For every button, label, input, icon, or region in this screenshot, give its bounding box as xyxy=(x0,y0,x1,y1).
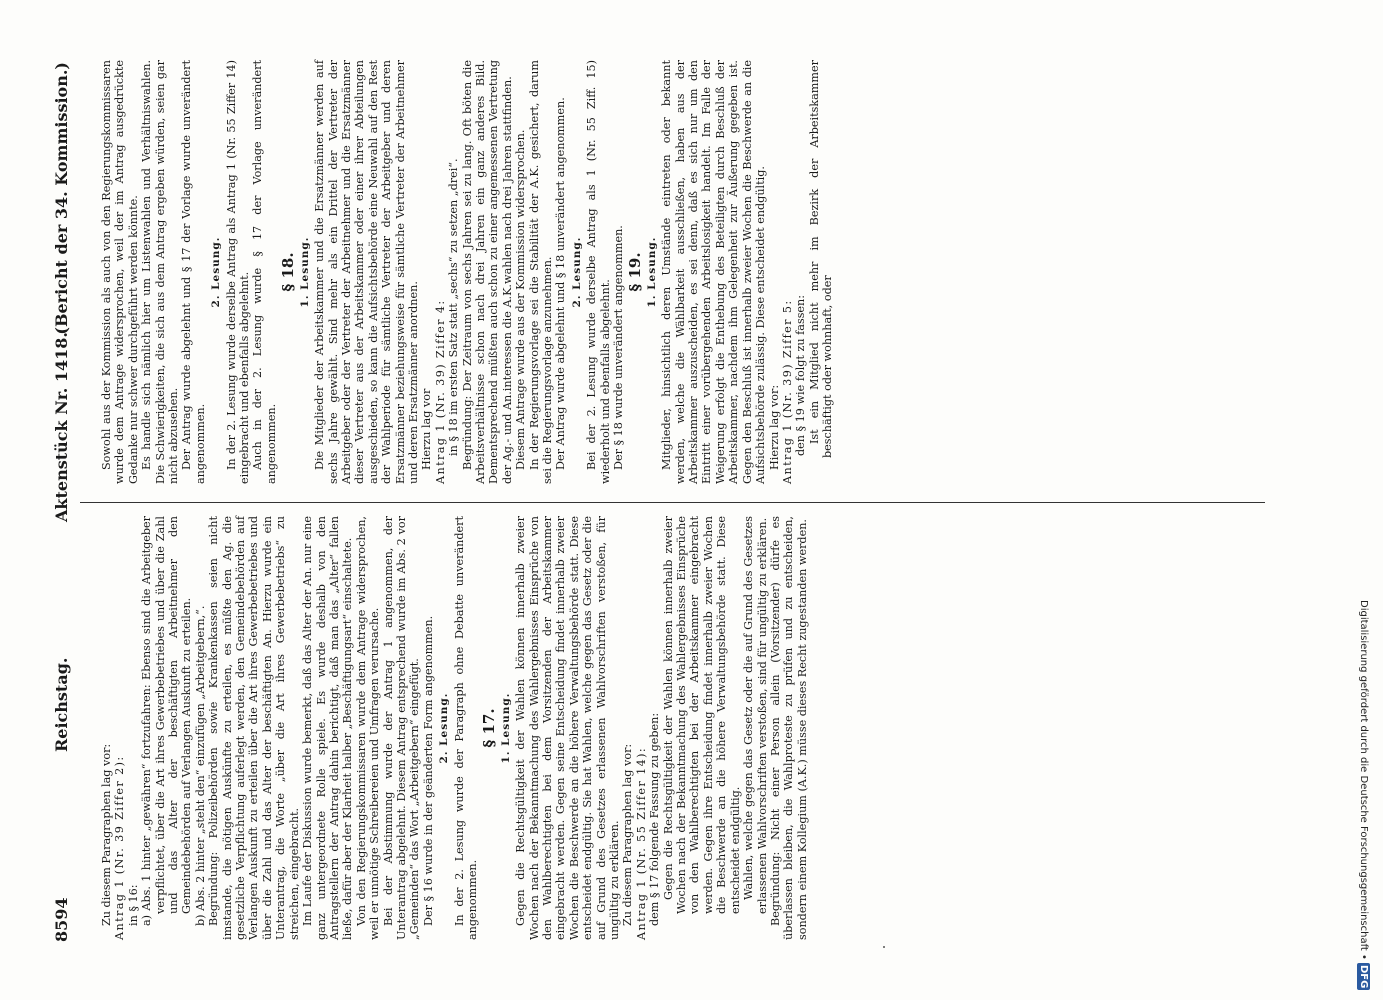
paragraph: Es handle sich nämlich hier um Listenwahlen und Verhältniswahlen. Die Schwierigkeiten, die sich aus dem Antrag ergeben würden, seien gar nicht abzusehen. xyxy=(140,60,181,484)
paragraph: Begründung: Nicht einer Person allein (Vorsitzender) dürfe es überlassen bleiben, die Wahlproteste zu prüfen und zu entscheiden, sondern einem Kollegium (A.K.) müsse dieses Recht zugestanden werden. xyxy=(768,516,809,940)
paragraph: Von den Regierungskommissaren wurde dem Antrage widersprochen, weil er unnötige Schreibereien und Umfragen verursache. xyxy=(354,516,382,940)
paragraph: In der 2. Lesung wurde der Paragraph ohne Debatte unverändert angenommen. xyxy=(452,516,479,940)
page-header xyxy=(52,62,80,942)
paragraph: den § 19 wie folgt zu fassen: xyxy=(794,294,808,456)
section-subheading: 1. Lesung. xyxy=(298,236,311,308)
section-heading: § 19. xyxy=(626,252,645,292)
section-heading: § 18. xyxy=(279,252,298,292)
paragraph: Bei der 2. Lesung wurde derselbe Antrag als 1 (Nr. 55 Ziff. 15) wiederholt und ebenfalls abgelehnt. xyxy=(585,60,612,484)
paragraph: Zu diesem Paragraphen lag vor: xyxy=(621,743,635,926)
section-subheading: 1. Lesung. xyxy=(645,236,658,308)
column-rule xyxy=(80,502,1265,503)
paragraph: Gegen die Rechtsgültigkeit der Wahlen können innerhalb zweier Wochen nach der Bekanntmachung des Wahlergebnisses Einsprüche von den Wahlberechtigten bei dem Vorsitzenden der Arbeitskammer eingebracht werden. Gegen seine Entscheidung findet innerhalb zweier Wochen die Beschwerde an die höhere Verwaltungsbehörde statt. Diese entscheidet endgültig. Sie hat Wahlen, welche gegen das Gesetz oder die auf Grund des Gesetzes erlassenen Wahlvorschriften verstoßen, für ungültig zu erklären. xyxy=(514,516,622,940)
section-heading: § 17. xyxy=(480,708,499,748)
right-column xyxy=(100,60,835,484)
motion-line: Antrag 1 (Nr. 39 Ziffer 2): xyxy=(113,755,127,940)
digitization-note xyxy=(1355,10,1369,990)
paragraph: Hierzu lag vor: xyxy=(767,384,781,470)
paragraph: in § 16: xyxy=(126,884,140,926)
paragraph: Der Antrag wurde abgelehnt und § 17 der Vorlage wurde unverändert angenommen. xyxy=(180,60,207,484)
paragraph: Mitglieder, hinsichtlich deren Umstände eintreten oder bekannt werden, welche die Wählbarkeit ausschließen, haben aus der Arbeitskammer auszuscheiden, es sei denn, daß es sich nur um den Eintritt einer vorübergehenden Arbeitslosigkeit handelt. Im Falle der Weigerung erfolgt die Enthebung des Beteiligten durch Beschluß der Arbeitskammer, nachdem ihm Gelegenheit zur Äußerung gegeben ist. Gegen den Beschluß ist innerhalb zweier Wochen die Beschwerde an die Aufsichtsbehörde zulässig. Diese entscheidet endgültig. xyxy=(660,60,768,484)
left-column xyxy=(100,516,809,940)
header-document: Aktenstück Nr. 1418. xyxy=(52,332,71,522)
paragraph: Begründung: Der Zeitraum von sechs Jahren sei zu lang. Oft böten die Arbeitsverhältnisse schon nach drei Jahren ein ganz anderes Bild. Dementsprechend müßten auch schon zu einer angemessenen Vertretung der Ag.- und An.interessen die A.K.wahlen nach drei Jahren stattfinden. xyxy=(460,60,514,484)
paragraph: Der Antrag wurde abgelehnt und § 18 unverändert angenommen. xyxy=(554,97,568,470)
section-subheading: 2. Lesung. xyxy=(210,236,223,308)
section-subheading: 1. Lesung. xyxy=(499,692,512,764)
paragraph: Der § 16 wurde in der geänderten Form angenommen. xyxy=(421,615,435,926)
paragraph: Gegen die Rechtsgültigkeit der Wahlen können innerhalb zweier Wochen nach der Bekanntmachung des Wahlergebnisses Einsprüche von den Wahlberechtigten bei der Arbeitskammer eingebracht werden. Gegen ihre Entscheidung findet innerhalb zweier Wochen die Beschwerde an die höhere Verwaltungsbehörde statt. Diese entscheidet endgültig. xyxy=(661,516,742,914)
paragraph: In der 2. Lesung wurde derselbe Antrag als Antrag 1 (Nr. 55 Ziffer 14) eingebracht und ebenfalls abgelehnt. xyxy=(224,60,252,484)
paragraph: in § 18 im ersten Satz statt „sechs“ zu setzen „drei“. xyxy=(447,158,461,456)
motion-line: Antrag 1 (Nr. 39) Ziffer 5: xyxy=(780,299,794,484)
paragraph: Ist ein Mitglied nicht mehr im Bezirk der Arbeitskammer beschäftigt oder wohnhaft, oder xyxy=(807,60,835,458)
paragraph: Auch in der 2. Lesung wurde § 17 der Vorlage unverändert angenommen. xyxy=(251,60,278,484)
paragraph: dem § 17 folgende Fassung zu geben: xyxy=(648,712,662,926)
section-subheading: 2. Lesung. xyxy=(570,236,583,308)
paragraph: Bei der Abstimmung wurde der Antrag 1 angenommen, der Unterantrag abgelehnt. Diesem Antrag entsprechend wurde im Abs. 2 vor „Gemeinden“ das Wort „Arbeitgebern“ eingefügt. xyxy=(381,516,422,940)
paragraph: In der Regierungsvorlage sei die Stabilität der A.K. gesichert, darum sei die Regierungsvorlage anzunehmen. xyxy=(527,60,554,484)
paragraph: Diesem Antrage wurde aus der Kommission widersprochen. xyxy=(514,129,528,470)
scan-speck xyxy=(883,946,885,948)
paragraph: Hierzu lag vor xyxy=(420,388,434,470)
paragraph: Der § 18 wurde unverändert angenommen. xyxy=(612,225,626,470)
paragraph: Die Mitglieder der Arbeitskammer und die Ersatzmänner werden auf sechs Jahre gewählt. Sind mehr als ein Drittel der Vertreter der Arbeitgeber oder der Vertreter der Arbeitnehmer und die Ersatzmänner dieser Vertreter aus der Arbeitskammer oder einer ihrer Abteilungen ausgeschieden, so kann die Aufsichtsbehörde eine Neuwahl auf den Rest der Wahlperiode für sämtliche Vertreter der Arbeitgeber und deren Ersatzmänner beziehungsweise für sämtliche Vertreter der Arbeitnehmer und deren Ersatzmänner anordnen. xyxy=(313,60,420,484)
digitization-text: Digitalisierung gefördert durch die Deutsche Forschungsgemeinschaft • xyxy=(1358,599,1369,960)
dfg-logo: DFG xyxy=(1358,964,1369,988)
paragraph: Begründung: Polizeibehörden sowie Krankenkassen seien nicht imstande, die nötigen Auskünfte zu erteilen, es müßte den Ag. die gesetzliche Verpflichtung auferlegt werden, den Gemeindebehörden auf Verlangen Auskunft zu erteilen über die Art ihres Gewerbebetriebes und über die Zahl und das Alter der beschäftigten An. Hierzu wurde ein Unterantrag, die Worte „über die Art ihres Gewerbebetriebs“ zu streichen, eingebracht. xyxy=(207,516,301,940)
motion-line: Antrag 1 (Nr. 39) Ziffer 4: xyxy=(433,299,447,484)
header-report: (Bericht der 34. Kommission.) xyxy=(52,62,71,335)
paragraph: Sowohl aus der Kommission als auch von den Regierungskommissaren wurde dem Antrage widersprochen, weil der im Antrag ausgedrückte Gedanke nur schwer durchgeführt werden könnte. xyxy=(100,60,140,484)
header-house: Reichstag. xyxy=(52,657,71,752)
page-number: 8594 xyxy=(52,897,71,942)
paragraph: Wahlen, welche gegen das Gesetz oder die auf Grund des Gesetzes erlassenen Wahlvorschriften verstoßen, sind für ungültig zu erklären. xyxy=(742,516,769,914)
paragraph: Zu diesem Paragraphen lag vor: xyxy=(100,743,113,926)
paragraph: Im Laufe der Diskussion wurde bemerkt, daß das Alter der An. nur eine ganz untergeordnete Rolle spiele. Es wurde deshalb von den Antragstellern der Antrag dahin berichtigt, daß man das „Alter“ fallen ließe, dafür aber der Klarheit halber „Beschäftigungsart“ einschaltete. xyxy=(301,516,355,940)
motion-line: Antrag 1 (Nr. 55 Ziffer 14): xyxy=(634,746,648,940)
paragraph: a) Abs. 1 hinter „gewähren“ fortzufahren: Ebenso sind die Arbeitgeber verpflichtet, über die Art ihres Gewerbebetriebes und über die Zahl und das Alter der beschäftigten Arbeitnehmer den Gemeindebehörden auf Verlangen Auskunft zu erteilen. xyxy=(140,516,194,926)
paragraph: b) Abs. 2 hinter „steht den“ einzufügen „Arbeitgebern,“. xyxy=(193,605,207,926)
section-subheading: 2. Lesung. xyxy=(438,692,451,764)
